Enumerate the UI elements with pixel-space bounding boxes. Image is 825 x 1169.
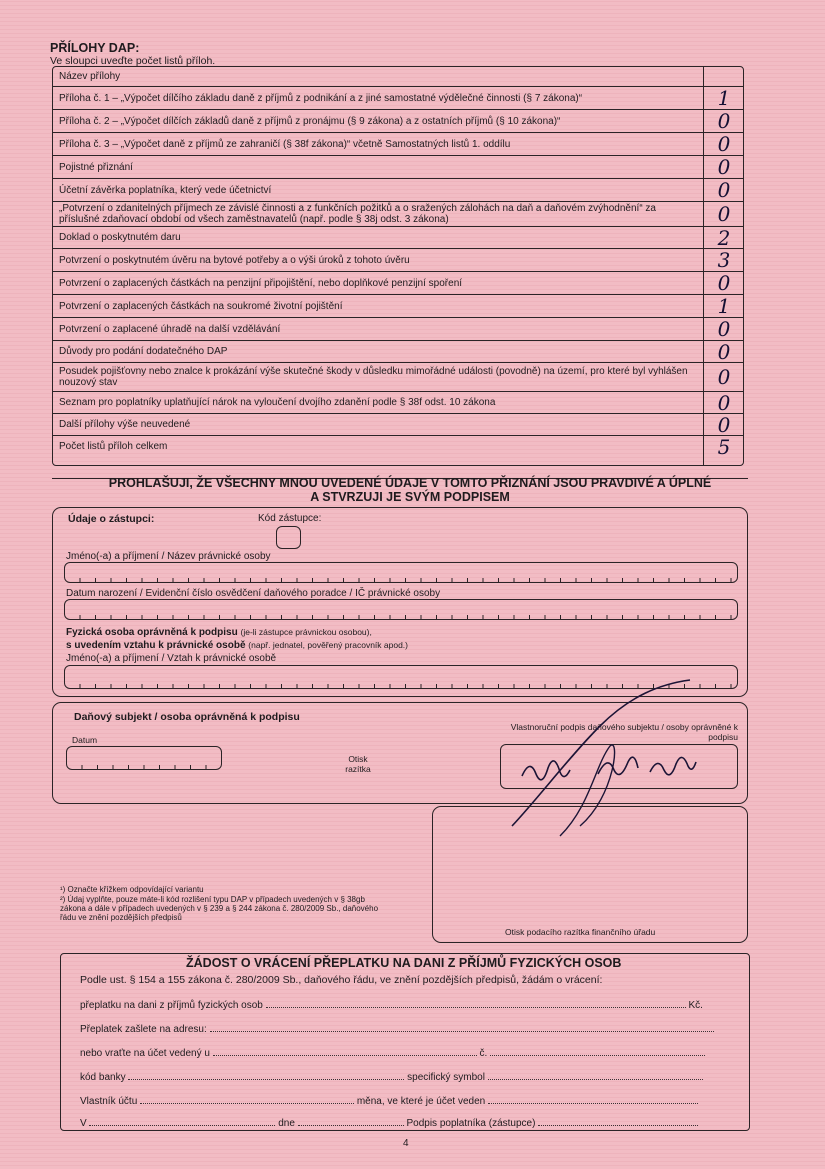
refund-date-label: dne	[278, 1118, 295, 1129]
table-header-row	[53, 67, 743, 86]
office-stamp-box	[432, 806, 748, 943]
table-row	[53, 155, 743, 178]
table-row	[53, 201, 743, 226]
refund-amount-field[interactable]	[266, 998, 686, 1008]
office-stamp-label: Otisk podacího razítka finančního úřadu	[505, 927, 656, 937]
table-row	[53, 178, 743, 201]
attachment-sheet-count[interactable]: 3	[717, 248, 731, 272]
table-row	[53, 132, 743, 155]
attachments-table	[52, 66, 744, 466]
date-label: Datum	[72, 735, 98, 745]
table-row	[53, 271, 743, 294]
declaration-heading	[60, 476, 760, 504]
representative-name-label: Jméno(-a) a příjmení / Název právnické osoby	[66, 551, 271, 562]
refund-bank-line	[80, 1070, 703, 1083]
attachment-sheet-count[interactable]: 0	[717, 317, 731, 341]
refund-address-field[interactable]	[210, 1022, 714, 1032]
refund-title: ŽÁDOST O VRÁCENÍ PŘEPLATKU NA DANI Z PŘÍJMŮ FYZICKÝCH OSOB	[186, 956, 622, 970]
attachment-sheet-count[interactable]: 0	[717, 109, 731, 133]
refund-overpayment-label: přeplatku na dani z příjmů fyzických osob	[80, 1000, 263, 1011]
attachment-sheet-count[interactable]: 0	[717, 365, 731, 389]
taxpayer-heading: Daňový subjekt / osoba oprávněná k podpisu	[74, 711, 300, 723]
relation-note: (např. jednatel, pověřený pracovník apod.)	[248, 640, 409, 650]
refund-signature-field[interactable]	[538, 1116, 698, 1126]
representative-code-label: Kód zástupce:	[258, 513, 322, 524]
attachment-label: Doklad o poskytnutém daru	[59, 232, 181, 243]
attachment-label: Důvody pro podání dodatečného DAP	[59, 346, 228, 357]
attachment-sheet-count[interactable]: 1	[717, 294, 731, 318]
attachment-sheet-count[interactable]: 0	[717, 339, 731, 364]
relation-text	[66, 640, 408, 651]
table-header: Název přílohy	[59, 71, 121, 82]
signature-label: Vlastnoruční podpis daňového subjektu / osoby oprávněné k podpisu	[510, 722, 738, 742]
attachment-label: Pojistné přiznání	[59, 161, 133, 173]
refund-account-label: nebo vraťte na účet vedený u	[80, 1048, 210, 1059]
refund-account-no-field[interactable]	[490, 1046, 705, 1056]
authorized-person-label: Fyzická osoba oprávněná k podpisu	[66, 627, 238, 638]
table-row	[53, 294, 743, 317]
refund-currency: Kč.	[688, 1000, 703, 1011]
table-row	[53, 86, 743, 109]
refund-address-line	[80, 1022, 714, 1035]
attachment-sheet-count[interactable]: 0	[717, 132, 731, 156]
table-row	[53, 317, 743, 340]
refund-address-label: Přeplatek zašlete na adresu:	[80, 1024, 207, 1035]
refund-place-field[interactable]	[89, 1116, 275, 1126]
refund-account-no-label: č.	[479, 1048, 488, 1059]
date-field[interactable]	[66, 746, 222, 770]
authorized-person-note: (je-li zástupce právnickou osobou),	[240, 627, 372, 637]
page-number: 4	[403, 1138, 409, 1149]
attachment-label: Posudek pojišťovny nebo znalce k prokázání výše skutečné škody v důsledku mimořádné události (povodně) na území, pro které byl vyhlášen nouzový stav	[59, 366, 688, 388]
refund-bank-code-label: kód banky	[80, 1072, 126, 1083]
representative-birth-label: Datum narození / Evidenční číslo osvědčení daňového poradce / IČ právnické osoby	[66, 588, 441, 599]
declaration-line-2: A STVRZUJI JE SVÝM PODPISEM	[310, 490, 510, 504]
attachment-sheet-count[interactable]: 1	[717, 86, 731, 110]
attachment-label: Počet listů příloh celkem	[59, 441, 168, 452]
representative-name-field[interactable]	[64, 562, 738, 583]
relation-field-label: Jméno(-a) a příjmení / Vztah k právnické osobě	[66, 653, 277, 664]
attachment-label: Příloha č. 1 – „Výpočet dílčího základu daně z příjmů z podnikání a z jiné samostatné výdělečné činnosti (§ 7 zákona)“	[59, 92, 583, 104]
refund-bank-field[interactable]	[213, 1046, 477, 1056]
attachment-sheet-count[interactable]: 0	[717, 390, 731, 415]
refund-symbol-field[interactable]	[488, 1070, 703, 1080]
representative-code-field[interactable]	[276, 526, 301, 549]
refund-owner-field[interactable]	[140, 1094, 354, 1104]
attachment-label: Potvrzení o zaplacených částkách na soukromé životní pojištění	[59, 300, 343, 312]
refund-overpayment-line	[80, 998, 703, 1011]
table-row	[53, 340, 743, 362]
attachment-sheet-count[interactable]: 2	[717, 225, 731, 250]
attachments-title: PŘÍLOHY DAP:	[50, 41, 140, 55]
representative-heading: Údaje o zástupci:	[68, 513, 155, 525]
attachment-label: Další přílohy výše neuvedené	[59, 419, 191, 430]
refund-intro: Podle ust. § 154 a 155 zákona č. 280/2009 Sb., daňového řádu, ve znění pozdějších předpisů, žádám o vrácení:	[80, 974, 603, 986]
refund-signature-label: Podpis poplatníka (zástupce)	[406, 1118, 536, 1129]
attachment-sheet-count[interactable]: 0	[717, 155, 731, 179]
table-row	[53, 362, 743, 391]
attachment-sheet-count[interactable]: 0	[717, 178, 731, 202]
footnote-2: ²) Údaj vyplňte, pouze máte-li kód rozlišení typu DAP v případech uvedených v § 38gb zákona a dále v případech uvedených v § 239 a § 244 zákona č. 280/2009 Sb., daňového řádu ve znění pozdějších předpisů	[60, 895, 379, 922]
attachment-sheet-count[interactable]: 0	[717, 202, 731, 226]
declaration-line-1: PROHLAŠUJI, ŽE VŠECHNY MNOU UVEDENÉ ÚDAJE V TOMTO PŘIZNÁNÍ JSOU PRAVDIVÉ A ÚPLNÉ	[108, 476, 712, 490]
attachment-label: „Potvrzení o zdanitelných příjmech ze závislé činnosti a z funkčních požitků a o sražených zálohách na daň a daňovém zvýhodnění“ za příslušné zdaňovací období od všech zaměstnavatelů (např. podle § 38j odst. 3 zákona)	[59, 203, 656, 225]
attachment-sheet-count[interactable]: 0	[717, 412, 731, 437]
attachment-label: Potvrzení o zaplacené úhradě na další vzdělávání	[59, 323, 281, 335]
table-row	[53, 413, 743, 435]
attachments-subtitle: Ve sloupci uveďte počet listů příloh.	[50, 55, 216, 67]
relation-label: s uvedením vztahu k právnické osobě	[66, 640, 246, 651]
refund-symbol-label: specifický symbol	[407, 1072, 485, 1083]
table-row	[53, 226, 743, 248]
refund-currency-field[interactable]	[488, 1094, 698, 1104]
attachment-label: Příloha č. 3 – „Výpočet daně z příjmů ze zahraničí (§ 38f zákona)“ včetně Samostatných listů 1. oddílu	[59, 138, 511, 150]
attachment-sheet-count[interactable]: 5	[717, 434, 731, 459]
refund-owner-label: Vlastník účtu	[80, 1096, 138, 1107]
table-row	[53, 248, 743, 271]
attachment-sheet-count[interactable]: 0	[717, 271, 731, 295]
footnote-1: ¹) Označte křížkem odpovídající variantu	[60, 885, 204, 894]
attachment-label: Účetní závěrka poplatníka, který vede účetnictví	[59, 184, 272, 196]
attachment-label: Potvrzení o zaplacených částkách na penzijní připojištění, nebo doplňkové penzijní spoření	[59, 277, 463, 289]
table-row	[53, 391, 743, 413]
refund-account-line	[80, 1046, 705, 1059]
authorized-person-text	[66, 627, 372, 638]
refund-place-label: V	[80, 1118, 87, 1129]
refund-currency-label: měna, ve které je účet veden	[356, 1096, 486, 1107]
refund-owner-line	[80, 1094, 698, 1107]
refund-date-field[interactable]	[298, 1116, 404, 1126]
table-row	[53, 109, 743, 132]
refund-bank-code-field[interactable]	[128, 1070, 404, 1080]
representative-birth-field[interactable]	[64, 599, 738, 620]
stamp-label: Otisk razítka	[345, 754, 371, 774]
table-row	[53, 435, 743, 457]
refund-place-line	[80, 1116, 698, 1129]
attachment-label: Potvrzení o poskytnutém úvěru na bytové potřeby a o výši úroků z tohoto úvěru	[59, 254, 410, 266]
attachment-label: Příloha č. 2 – „Výpočet dílčích základů daně z příjmů z pronájmu (§ 9 zákona) a z ostatních příjmů (§ 10 zákona)“	[59, 115, 561, 127]
attachment-label: Seznam pro poplatníky uplatňující nárok na vyloučení dvojího zdanění podle § 38f odst. 10 zákona	[59, 397, 496, 408]
